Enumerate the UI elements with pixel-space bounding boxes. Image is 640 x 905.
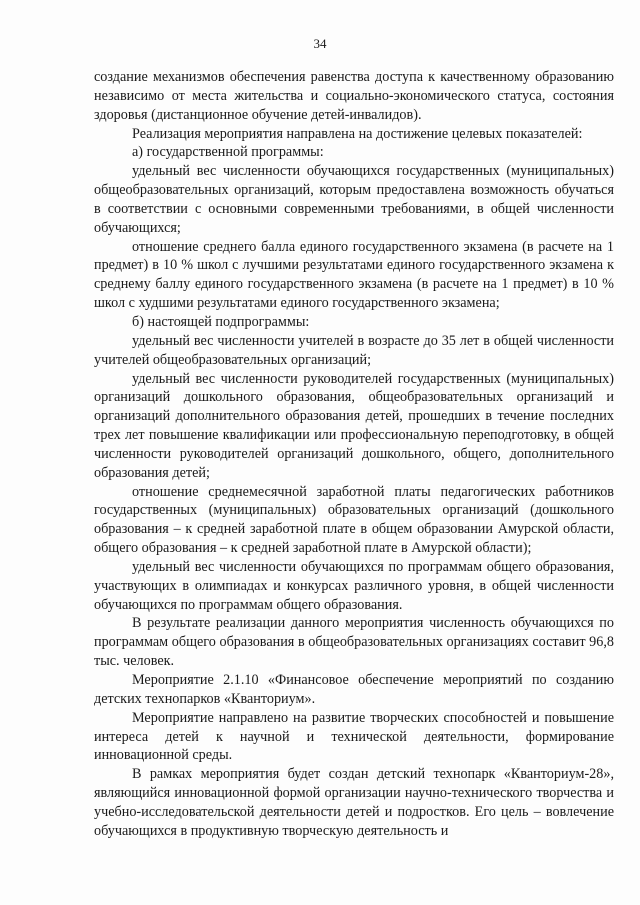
paragraph-indicator-students-share: удельный вес численности обучающихся государственных (муниципальных) общеобразовательных организаций, которым предоставлена возможность обучаться в соответствии с основными современными требованиями, в общей численности обучающихся; xyxy=(94,163,614,236)
paragraph-measure-2-1-10-title: Мероприятие 2.1.10 «Финансовое обеспечение мероприятий по созданию детских технопарков «Кванториум». xyxy=(94,672,614,707)
paragraph-result-students-count: В результате реализации данного мероприятия численность обучающихся по программам общего образования в общеобразовательных организациях составит 96,8 тыс. человек. xyxy=(94,615,614,670)
paragraph-indicator-managers-training: удельный вес численности руководителей государственных (муниципальных) организаций дошкольного образования, общеобразовательных организаций и организаций дополнительного образования детей, прошедших в течение последних трех лет повышение квалификации или профессиональную переподготовку, в общей численности руководителей организаций дошкольного, общего, дополнительного образования детей; xyxy=(94,370,614,481)
page-number: 34 xyxy=(313,36,327,51)
paragraph-indicator-olympiads: удельный вес численности обучающихся по программам общего образования, участвующих в олимпиадах и конкурсах различного уровня, в общей численности обучающихся по программам общего образования. xyxy=(94,558,614,613)
paragraph-measure-purpose: Мероприятие направлено на развитие творческих способностей и повышение интереса детей к научной и технической деятельности, формирование инновационной среды. xyxy=(94,709,614,764)
paragraph-indicator-salary-ratio: отношение среднемесячной заработной платы педагогических работников государственных (муниципальных) образовательных организаций (дошкольного образования – к средней заработной плате в общем образовании Амурской области, общего образования – к средней заработной плате в Амурской области); xyxy=(94,483,614,557)
paragraph-state-program-heading: а) государственной программы: xyxy=(132,144,324,161)
document-body xyxy=(94,68,614,841)
paragraph-indicator-young-teachers: удельный вес численности учителей в возрасте до 35 лет в общей численности учителей общеобразовательных организаций; xyxy=(94,332,614,368)
paragraph-indicator-exam-ratio: отношение среднего балла единого государственного экзамена (в расчете на 1 предмет) в 10 % школ с лучшими результатами единого государственного экзамена к среднему баллу единого государственного экзамена (в расчете на 1 предмет) в 10 % школ с худшими результатами единого государственного экзамена; xyxy=(94,238,614,312)
paragraph-targets-intro: Реализация мероприятия направлена на достижение целевых показателей: xyxy=(132,125,583,142)
paragraph-subprogram-heading: б) настоящей подпрограммы: xyxy=(132,313,310,330)
paragraph-kvantorium-description: В рамках мероприятия будет создан детский технопарк «Кванториум-28», являющийся инновационной формой организации научно-технического творчества и учебно-исследовательской деятельности детей и подростков. Его цель – вовлечение обучающихся в продуктивную творческую деятельность и xyxy=(94,766,614,839)
paragraph-continuation: создание механизмов обеспечения равенства доступа к качественному образованию независимо от места жительства и социально-экономического статуса, состояния здоровья (дистанционное обучение детей-инвалидов). xyxy=(94,69,614,123)
